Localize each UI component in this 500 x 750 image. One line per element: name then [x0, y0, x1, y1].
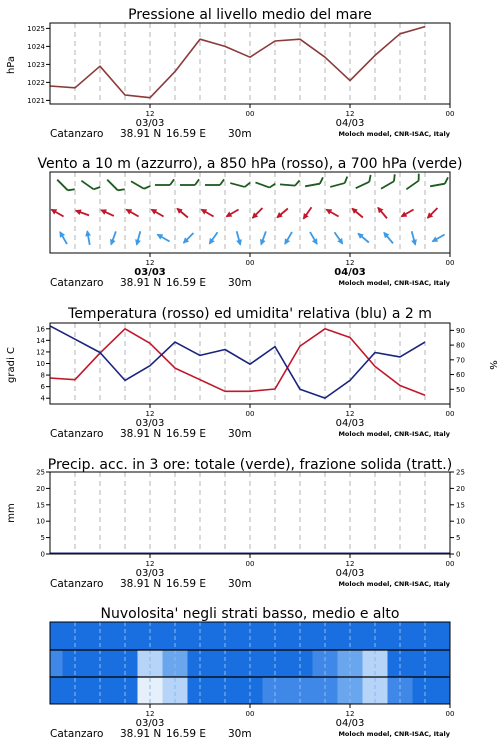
location-name: Catanzaro — [50, 428, 104, 440]
wind-arrow-850 — [378, 208, 387, 219]
date-label: 03/03 — [135, 118, 165, 129]
y-tick-label: 10 — [36, 517, 45, 526]
wind-arrow-10m — [334, 232, 342, 243]
wind-arrow-10m — [184, 233, 194, 243]
temperature-lines — [50, 326, 425, 398]
wind-arrow-850 — [51, 210, 63, 217]
wind-barb-700 — [330, 183, 344, 187]
y-tick-label: 25 — [36, 468, 45, 477]
location-name: Catanzaro — [50, 128, 104, 140]
wind-barb-flag — [369, 175, 370, 182]
x-tick-label: 00 — [245, 110, 255, 118]
x-tick-label: 00 — [245, 710, 255, 718]
source-credit: Moloch model, CNR-ISAC, Italy — [338, 580, 450, 588]
source-credit: Moloch model, CNR-ISAC, Italy — [338, 279, 450, 287]
y-tick-label-right: 10 — [456, 517, 465, 526]
x-tick-label: 12 — [145, 110, 155, 118]
location-name: Catanzaro — [50, 728, 104, 740]
x-tick-label: 00 — [245, 259, 255, 267]
date-label: 04/03 — [334, 267, 366, 278]
pressure-xticks — [136, 104, 455, 129]
wind-arrow-850 — [401, 210, 413, 217]
wind-barb-flag — [144, 186, 150, 189]
date-label: 03/03 — [135, 418, 165, 429]
wind-barb-flag — [270, 184, 276, 188]
wind-barb-700 — [430, 184, 445, 187]
location-name: Catanzaro — [50, 277, 104, 289]
humidity-ylabel: % — [487, 360, 498, 370]
temperature-yticks — [36, 325, 50, 402]
wind-barb-flag — [245, 183, 250, 187]
precip-yticks-right — [450, 469, 465, 559]
y-tick-label-right: 25 — [456, 468, 465, 477]
cloud-cell-alto — [50, 622, 63, 650]
wind-arrow-10m — [137, 231, 141, 245]
wind-barb-flag — [345, 177, 348, 184]
wind-arrow-10m — [157, 235, 169, 242]
precip-location — [50, 578, 451, 590]
cloud-cells — [50, 622, 450, 704]
wind-arrow-850 — [303, 207, 311, 218]
wind-arrow-10m — [285, 232, 292, 244]
location-lon: 16.59 E — [166, 128, 207, 140]
wind-barb-flag — [220, 179, 224, 185]
wind-barb-700 — [280, 184, 295, 185]
y-tick-label: 1021 — [27, 96, 45, 105]
date-label: 04/03 — [335, 118, 365, 129]
pressure-title: Pressione al livello medio del mare — [128, 7, 372, 23]
precip-yticks — [36, 469, 50, 559]
wind-arrow-10m — [111, 231, 116, 244]
temperature-series — [50, 329, 425, 396]
source-credit: Moloch model, CNR-ISAC, Italy — [338, 730, 450, 738]
date-label: 04/03 — [335, 718, 365, 729]
x-tick-label: 12 — [345, 259, 355, 267]
location-alt: 30m — [228, 728, 252, 740]
precip-xticks — [136, 554, 455, 579]
humidity-series — [50, 326, 425, 398]
y-tick-label-right: 20 — [456, 484, 465, 493]
wind-arrow-850 — [352, 209, 363, 218]
y-tick-label: 1025 — [27, 24, 45, 33]
wind-grid — [75, 172, 425, 253]
wind-arrow-10m — [384, 233, 393, 244]
wind-barb-700 — [107, 180, 118, 191]
location-lon: 16.59 E — [166, 277, 207, 289]
x-tick-label: 12 — [345, 710, 355, 718]
wind-arrow-850 — [253, 208, 263, 218]
wind-barb-700 — [406, 181, 418, 190]
x-tick-label: 12 — [345, 560, 355, 568]
wind-barb-flag — [94, 187, 101, 189]
wind-barb-flag — [320, 177, 323, 183]
pressure-grid — [75, 23, 425, 104]
pressure-series — [50, 27, 425, 98]
temperature-xticks — [136, 404, 455, 429]
y-tick-label: 1023 — [27, 60, 45, 69]
y-tick-label-right: 50 — [456, 385, 465, 394]
y-tick-label-right: 15 — [456, 501, 465, 510]
date-label: 03/03 — [135, 718, 165, 729]
x-tick-label: 00 — [245, 560, 255, 568]
wind-barb-flag — [295, 180, 300, 185]
x-tick-label: 12 — [145, 560, 155, 568]
wind-arrow-850 — [126, 210, 138, 217]
y-tick-label: 6 — [40, 383, 45, 392]
wind-barb-700 — [356, 182, 370, 188]
location-lon: 16.59 E — [166, 578, 207, 590]
y-tick-label: 1024 — [27, 42, 45, 51]
pressure-ylabel: hPa — [6, 55, 17, 75]
location-lat: 38.91 N — [120, 128, 162, 140]
wind-arrow-10m — [310, 232, 317, 244]
temperature-ylabel: gradi C — [6, 347, 17, 383]
x-tick-label: 12 — [145, 710, 155, 718]
y-tick-label: 10 — [36, 360, 45, 368]
pressure-line — [50, 27, 425, 98]
wind-arrow-10m — [412, 231, 416, 245]
temperature-panel — [6, 306, 498, 440]
y-tick-label-right: 70 — [456, 356, 465, 365]
wind-arrow-10m — [358, 234, 369, 243]
y-tick-label: 4 — [40, 394, 45, 403]
y-tick-label: 14 — [36, 336, 45, 345]
y-tick-label: 16 — [36, 325, 45, 334]
wind-barb-flag — [118, 189, 125, 190]
location-alt: 30m — [228, 277, 252, 289]
cloud-title: Nuvolosita' negli strati basso, medio e alto — [100, 606, 400, 622]
wind-location — [50, 277, 451, 289]
y-tick-label-right: 60 — [456, 371, 465, 380]
location-lat: 38.91 N — [120, 728, 162, 740]
wind-arrow-850 — [226, 210, 238, 217]
wind-barb-700 — [230, 183, 244, 187]
date-label: 03/03 — [135, 568, 165, 579]
cloud-cell-medio — [50, 650, 63, 677]
wind-barb-flag — [170, 179, 174, 185]
temperature-location — [50, 428, 451, 440]
cloud-cell-medio — [413, 650, 451, 677]
x-tick-label: 00 — [445, 560, 455, 568]
wind-barb-flag — [394, 174, 395, 181]
x-tick-label: 12 — [145, 259, 155, 267]
y-tick-label: 20 — [36, 484, 45, 493]
location-alt: 30m — [228, 428, 252, 440]
wind-arrow-10m — [237, 231, 241, 245]
cloud-cell-basso — [413, 677, 451, 704]
x-tick-label: 00 — [245, 410, 255, 418]
wind-barb-flag — [445, 177, 448, 183]
precip-grid — [75, 472, 425, 554]
location-lon: 16.59 E — [166, 728, 207, 740]
cloud-cell-alto — [413, 622, 451, 650]
location-alt: 30m — [228, 578, 252, 590]
y-tick-label: 0 — [40, 550, 45, 559]
wind-arrow-850 — [76, 211, 89, 216]
wind-arrow-850 — [177, 209, 188, 218]
wind-barb-700 — [381, 181, 394, 189]
precip-title: Precip. acc. in 3 ore: totale (verde), frazione solida (tratt.) — [47, 457, 453, 473]
x-tick-label: 12 — [345, 410, 355, 418]
cloud-xticks — [136, 704, 455, 729]
temperature-title: Temperatura (rosso) ed umidita' relativa (blu) a 2 m — [68, 306, 432, 322]
wind-arrow-850 — [428, 208, 438, 218]
cloud-cell-basso — [50, 677, 63, 704]
x-tick-label: 12 — [145, 410, 155, 418]
pressure-location — [50, 128, 451, 140]
source-credit: Moloch model, CNR-ISAC, Italy — [338, 430, 450, 438]
location-lat: 38.91 N — [120, 578, 162, 590]
date-label: 03/03 — [134, 267, 166, 278]
y-tick-label: 12 — [36, 348, 45, 357]
location-alt: 30m — [228, 128, 252, 140]
wind-arrow-10m — [432, 235, 444, 242]
y-tick-label: 15 — [36, 501, 45, 510]
cloud-panel — [50, 606, 454, 740]
wind-arrow-850 — [326, 210, 338, 217]
wind-barb-700 — [131, 181, 144, 189]
wind-arrow-850 — [201, 210, 213, 217]
y-tick-label-right: 80 — [456, 341, 465, 350]
wind-barb-flag — [195, 179, 199, 185]
wind-barb-700 — [255, 182, 269, 187]
wind-arrow-10m — [87, 231, 89, 245]
x-tick-label: 12 — [345, 110, 355, 118]
x-tick-label: 00 — [445, 710, 455, 718]
date-label: 04/03 — [335, 568, 365, 579]
wind-arrow-850 — [277, 209, 288, 218]
x-tick-label: 00 — [445, 259, 455, 267]
wind-barb-700 — [57, 180, 68, 191]
y-tick-label: 1022 — [27, 78, 45, 87]
wind-xticks — [134, 253, 454, 278]
wind-arrow-10m — [209, 232, 217, 243]
date-label: 04/03 — [335, 418, 365, 429]
x-tick-label: 00 — [445, 410, 455, 418]
pressure-yticks — [27, 25, 50, 105]
y-tick-label-right: 0 — [456, 550, 461, 559]
wind-barb-700 — [305, 184, 320, 187]
wind-arrow-10m — [60, 232, 67, 244]
wind-arrow-850 — [151, 210, 163, 217]
wind-barb-flag — [68, 189, 75, 190]
humidity-yticks — [450, 327, 465, 394]
wind-barb-700 — [81, 181, 93, 190]
source-credit: Moloch model, CNR-ISAC, Italy — [338, 130, 450, 138]
x-tick-label: 00 — [445, 110, 455, 118]
location-lat: 38.91 N — [120, 428, 162, 440]
y-tick-label: 8 — [40, 371, 45, 380]
wind-arrow-850 — [101, 210, 114, 216]
wind-title: Vento a 10 m (azzurro), a 850 hPa (rosso), a 700 hPa (verde) — [37, 156, 463, 172]
y-tick-label-right: 5 — [456, 534, 461, 543]
wind-arrow-10m — [261, 231, 266, 244]
precip-ylabel: mm — [6, 503, 17, 523]
y-tick-label: 5 — [40, 534, 45, 543]
precip-panel — [6, 457, 465, 590]
wind-panel — [37, 156, 462, 289]
location-lat: 38.91 N — [120, 277, 162, 289]
location-name: Catanzaro — [50, 578, 104, 590]
cloud-location — [50, 728, 451, 740]
y-tick-label-right: 90 — [456, 326, 465, 335]
location-lon: 16.59 E — [166, 428, 207, 440]
pressure-panel — [6, 7, 454, 140]
